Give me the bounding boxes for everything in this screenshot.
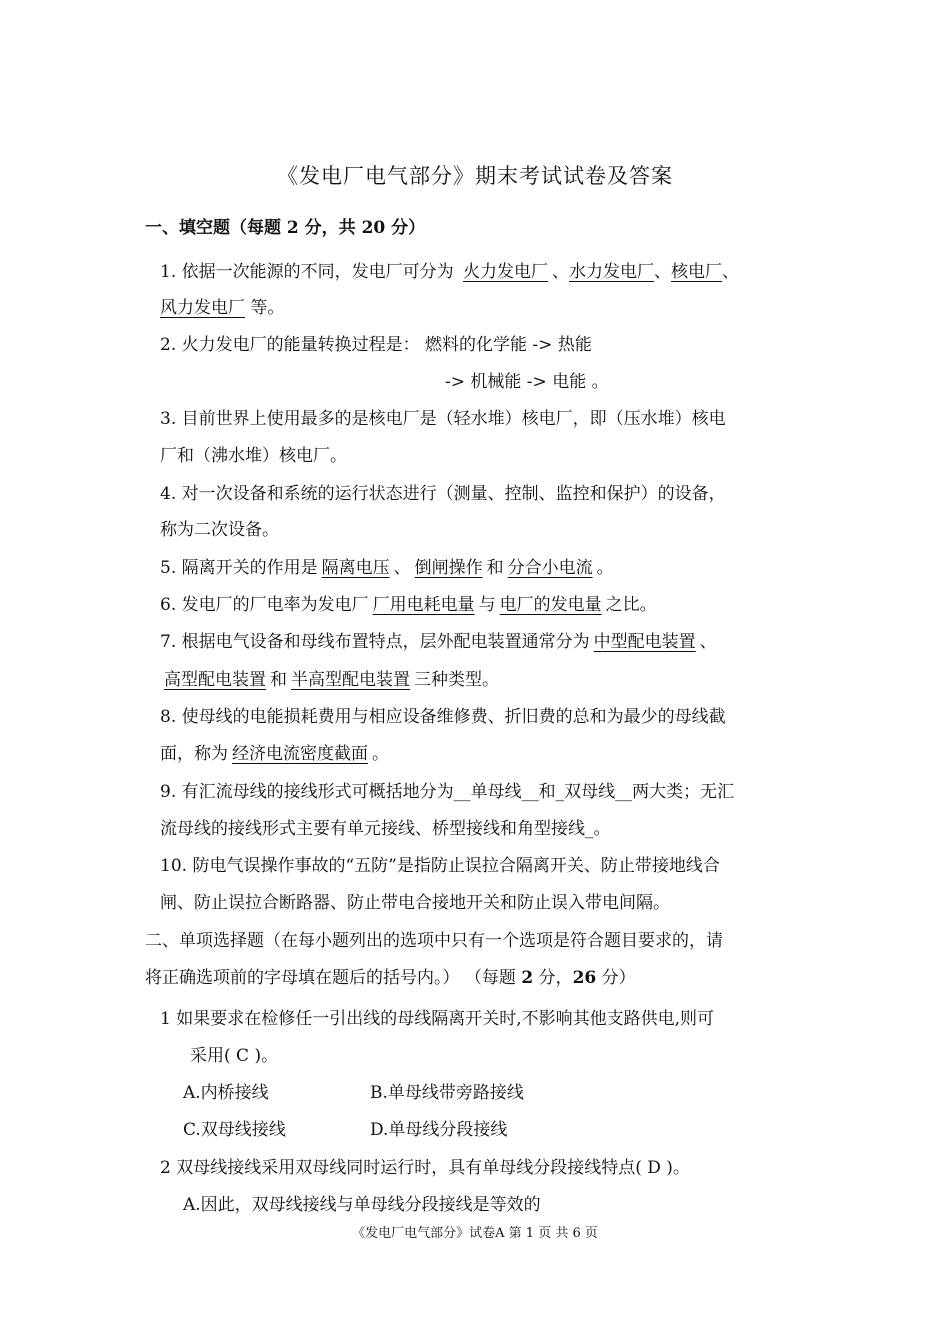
question-2-line-2: -> 机械能 -> 电能 。 — [445, 372, 609, 392]
answer-blank: 经济电流密度截面 — [232, 744, 368, 764]
answer-blank: 核电厂 — [671, 262, 723, 282]
answer-blank: 中型配电装置 — [593, 632, 696, 652]
question-8-line-1: 8. 使母线的电能损耗费用与相应设备维修费、折旧费的总和为最少的母线截 — [160, 707, 726, 727]
answer-blank: 倒闸操作 — [414, 558, 483, 578]
question-2-line-1: 2. 火力发电厂的能量转换过程是： 燃料的化学能 -> 热能 — [160, 335, 592, 355]
question-9-line-1: 9. 有汇流母线的接线形式可概括地分为__单母线__和_双母线__两大类；无汇 — [160, 782, 735, 802]
question-3-line-1: 3. 目前世界上使用最多的是核电厂是（轻水堆）核电厂，即（压水堆）核电 — [160, 409, 726, 429]
mc-option-d: D.单母线分段接线 — [370, 1120, 508, 1140]
answer-blank: 火力发电厂 — [463, 262, 549, 282]
mc-option-a: A.内桥接线 — [183, 1083, 269, 1103]
question-9-line-2: 流母线的接线形式主要有单元接线、桥型接线和角型接线_。 — [160, 819, 611, 839]
mc-question-2-line-1: 2 双母线接线采用双母线同时运行时，具有单母线分段接线特点( D )。 — [160, 1158, 690, 1178]
mc-question-2-option-a: A.因此，双母线接线与单母线分段接线是等效的 — [183, 1195, 541, 1215]
answer-blank: 高型配电装置 — [164, 670, 266, 690]
section-heading-multiple-choice-line-1: 二、单项选择题（在每小题列出的选项中只有一个选项是符合题目要求的，请 — [145, 931, 723, 951]
page-footer: 《发电厂电气部分》试卷A 第 1 页 共 6 页 — [352, 1226, 598, 1241]
answer-blank: 分合小电流 — [507, 558, 593, 578]
question-3-line-2: 厂和（沸水堆）核电厂。 — [160, 446, 347, 466]
question-10-line-2: 闸、防止误拉合断路器、防止带电合接地开关和防止误入带电间隔。 — [160, 893, 670, 913]
question-10-line-1: 10. 防电气误操作事故的“五防”是指防止误拉合隔离开关、防止带接地线合 — [160, 856, 720, 876]
question-8-line-2: 面，称为 经济电流密度截面 。 — [160, 736, 389, 773]
mc-question-1-line-1: 1 如果要求在检修任一引出线的母线隔离开关时,不影响其他支路供电,则可 — [160, 1009, 715, 1029]
mc-option-c: C.双母线接线 — [183, 1120, 286, 1140]
mc-question-1-line-2: 采用( C )。 — [190, 1046, 279, 1066]
section-heading-fill-in: 一、填空题（每题 2 分，共 20 分） — [145, 218, 426, 238]
question-6: 6. 发电厂的厂电率为发电厂 厂用电耗电量 与 电厂的发电量 之比。 — [160, 587, 657, 624]
mc-option-b: B.单母线带旁路接线 — [370, 1083, 524, 1103]
answer-blank: 水力发电厂 — [569, 262, 655, 282]
question-1-line-1: 1. 依据一次能源的不同，发电厂可分为 火力发电厂 、水力发电厂、核电厂、 — [160, 254, 739, 291]
answer-blank: 风力发电厂 — [160, 298, 245, 318]
answer-blank: 半高型配电装置 — [291, 670, 410, 690]
question-1-line-2: 风力发电厂 等。 — [160, 298, 285, 318]
answer-blank: 隔离电压 — [321, 558, 390, 578]
answer-blank: 厂用电耗电量 — [372, 595, 475, 615]
question-5: 5. 隔离开关的作用是 隔离电压 、 倒闸操作 和 分合小电流 。 — [160, 550, 614, 587]
answer-blank: 电厂的发电量 — [499, 595, 602, 615]
section-heading-multiple-choice-line-2: 将正确选项前的字母填在题后的括号内。） （每题 2 分，26 分） — [145, 968, 636, 988]
question-4-line-1: 4. 对一次设备和系统的运行状态进行（测量、控制、监控和保护）的设备， — [160, 484, 726, 504]
question-7-line-1: 7. 根据电气设备和母线布置特点，层外配电装置通常分为 中型配电装置 、 — [160, 624, 717, 661]
question-7-line-2: 高型配电装置 和 半高型配电装置 三种类型。 — [160, 662, 499, 699]
page-title: 《发电厂电气部分》期末考试试卷及答案 — [277, 164, 673, 188]
question-4-line-2: 称为二次设备。 — [160, 520, 279, 540]
